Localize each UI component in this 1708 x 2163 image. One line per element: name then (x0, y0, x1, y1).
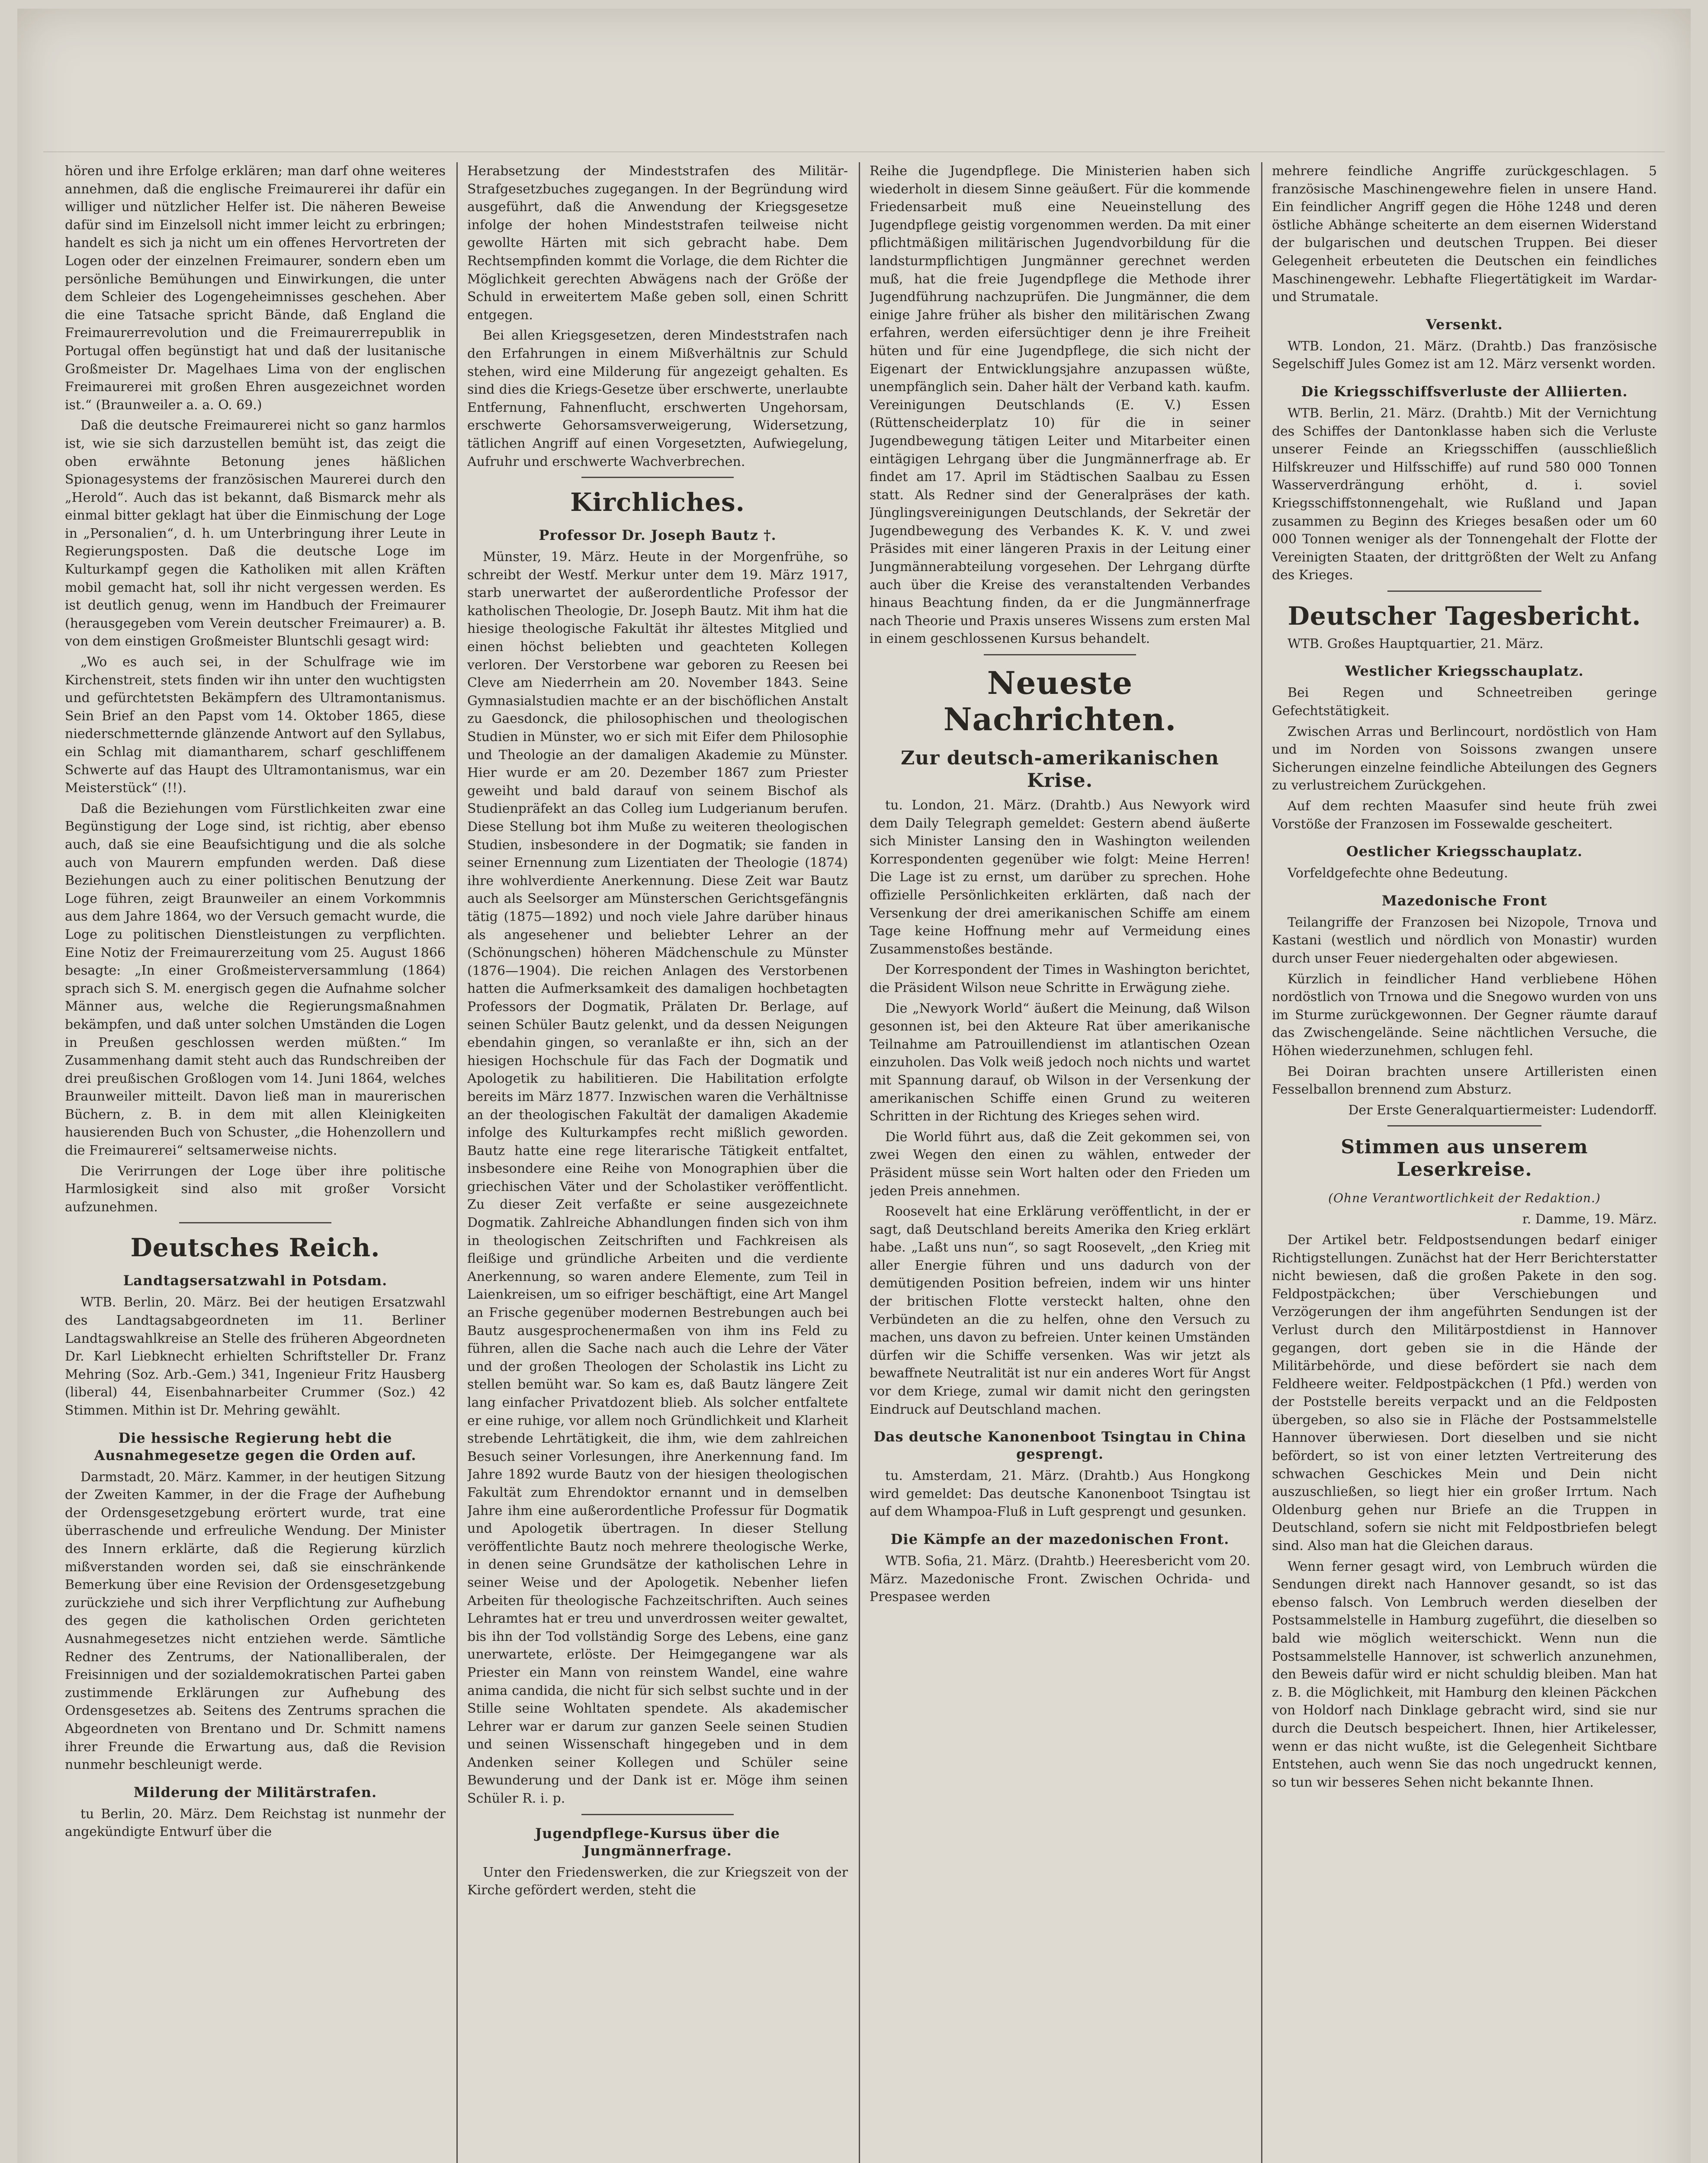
section-heading-deutsches-reich: Deutsches Reich. (130, 1233, 380, 1263)
newspaper-page (17, 9, 1691, 2163)
freimaurer-quote: „Wo es auch sei, in der Schulfrage wie im Kirchenstreit, stets finden wir ihn unter den wuchtigsten und gefürchtetsten Bekämpfern des Ultramontanismus. Sein Brief an den Papst vom 14. Oktober 1865, diese niederschmetternde glänzende Antwort auf den Syllabus, ein Schlag mit diamantharem, scharf geschliffenem Schwerte auf das Haupt des Ultramontanismus, war ein Meisterstück“ (!!). (65, 655, 446, 796)
signature: Der Erste Generalquartiermeister: Ludendorff. (1348, 1102, 1657, 1118)
article-text: tu. London, 21. März. (Drahtb.) Aus Newyork wird dem Daily Telegraph gemeldet: Gestern abend äußerte sich Minister Lansing den in Washington weilenden Korrespondenten gegenüber wie folgt: Meine Herren! Die Lage ist zu ernst, um darüber zu sprechen. Hohe offizielle Persönlichkeiten erklärten, daß nach der Versenkung der drei amerikanischen Schiffe am einem Tage keine Hoffnung mehr auf Vermeidung eines Zusammenstoßes bestände. (870, 798, 1250, 957)
section-heading-neueste-nachrichten: Neueste Nachrichten. (943, 664, 1177, 738)
article-text: Bei Doiran brachten unsere Artilleristen einen Fesselballon brennend zum Absturz. (1272, 1064, 1657, 1098)
article-text: Zwischen Arras und Berlincourt, nordöstlich von Ham und im Norden von Soissons zwangen unsere Sicherungen einzelne feindliche Abteilungen des Gegners zu verlustreichem Zurückgehen. (1272, 724, 1657, 793)
article-text: Bei Regen und Schneetreiben geringe Gefechtstätigkeit. (1272, 685, 1657, 719)
article-heading: Die hessische Regierung hebt die Ausnahmegesetze gegen die Orden auf. (94, 1429, 417, 1463)
article-text: Vorfeldgefechte ohne Bedeutung. (1287, 866, 1508, 881)
article-text: Der Artikel betr. Feldpostsendungen bedarf einiger Richtigstellungen. Zunächst hat der Herr Berichterstatter nicht bewiesen, daß die großen Pakete in den sog. Feldpostpäckchen; über Verschiebungen und Verzögerungen der ihm angeführten Sendungen ist der Verlust durch den Militärpostdienst in Hannover gegangen, dort geben sie in die Hände der Militärbehörde, und diese befördert sie nach dem Feldheere weiter. Feldpostpäckchen (1 Pfd.) werden von der Poststelle bereits verpackt und an die Feldposten übergeben, so also sie in Fläche der Postsammelstelle Hannover überwiesen. Dort dieselben und sie nicht befördert, so ist von einer letzten Vertreiterung des schwachen Geschickes Mein und Dein nicht auszuschließen, so liegt hier ein großer Irrtum. Nach Oldenburg gehen nur Briefe an die Truppen in Deutschland, sofern sie nicht mit Feldpostbriefen belegt sind. Also man hat die Gleichen daraus. (1272, 1232, 1657, 1554)
article-text: Reihe die Jugendpflege. Die Ministerien haben sich wiederholt in diesem Sinne geäußert. Für die kommende Friedensarbeit muß eine Neueinstellung des Jugendpflege geistig vorgenommen werden. Da mit einer pflichtmäßigen militärischen Jugendvorbildung für die landsturmpflichtigen Jungmänner gerechnet werden muß, hat die freie Jugendpflege die Methode ihrer Jugendführung nachzuprüfen. Die Jungmänner, die dem einige Jahre früher als bisher den militärischen Zwang erfahren, werden eifersüchtiger denn je ihre Freiheit hüten und für eine Jugendpflege, die sich nicht der Eigenart der Entwicklungsjahre anzupassen wüßte, unempfänglich sein. Daher hält der Verband kath. kaufm. Vereinigungen Deutschlands (E. V.) Essen (Rüttenscheiderplatz 10) für die in seiner Jugendbewegung tätigen Leiter und Mitarbeiter einen eintägigen Lehrgang über die Jungmännerfrage ab. Er findet am 17. April im Städtischen Saalbau zu Essen statt. Als Redner sind der Generalpräses der kath. Jünglingsvereinigungen Deutschlands, der Sekretär der Jugendbewegung des Verbandes K. K. V. und zwei Präsides mit einer längeren Praxis in der Leitung einer Jungmännerabteilung vorgesehen. Der Lehrgang dürfte auch über die Kreise des veranstaltenden Verbandes hinaus Beachtung finden, da er die Jungmännerfrage nach Theorie und Praxis unseres Wissens zum ersten Mal in einem geschlossenen Kursus behandelt. (870, 164, 1250, 647)
article-heading: Professor Dr. Joseph Bautz †. (539, 527, 777, 544)
article-text: Roosevelt hat eine Erklärung veröffentlicht, in der er sagt, daß Deutschland bereits Amerika den Krieg erklärt habe. „Laßt uns nun“, so sagt Roosevelt, „den Krieg mit aller Energie führen und uns dadurch von der demütigenden Position befreien, indem wir uns hinter der britischen Flotte versteckt halten, ohne den Verbündeten an die zu helfen, ohne den Versuch zu machen, uns davon zu befreien. Unter keinen Umständen dürfen wir die Schiffe versenken. Was wir jetzt als bewaffnete Neutralität ist nur ein anderes Wort für Angst vor dem Kriege, zumal wir damit nicht den geringsten Eindruck auf Deutschland machen. (870, 1204, 1250, 1417)
article-text: WTB. Berlin, 20. März. Bei der heutigen Ersatzwahl des Landtagsabgeordneten im 11. Berliner Landtagswahlkreise an Stelle des früheren Abgeordneten Dr. Karl Liebknecht erhielten Schriftsteller Dr. Franz Mehring (Soz. Arb.-Gem.) 341, Ingenieur Fritz Hausberg (liberal) 44, Eisenbahnarbeiter Crummer (Soz.) 42 Stimmen. Mithin ist Dr. Mehring gewählt. (65, 1295, 446, 1418)
article-heading: Mazedonische Front (1381, 892, 1547, 909)
column-1 (65, 162, 446, 2163)
article-heading: Die Kriegsschiffsverluste der Alliierten. (1301, 383, 1628, 400)
article-text: WTB. Sofia, 21. März. (Drahtb.) Heeresbericht vom 20. März. Mazedonische Front. Zwischen Ochrida- und Prespasee werden (870, 1553, 1250, 1605)
article-text: Teilangriffe der Franzosen bei Nizopole, Trnova und Kastani (westlich und nördlich von Monastir) wurden durch unser Feuer niedergehalten oder abgewiesen. (1272, 915, 1657, 966)
article-heading: Jugendpflege-Kursus über die Jungmännerfrage. (535, 1825, 780, 1859)
article-heading: Oestlicher Kriegsschauplatz. (1346, 843, 1583, 860)
article-text: WTB. London, 21. März. (Drahtb.) Das französische Segelschiff Jules Gomez ist am 12. März versenkt worden. (1272, 338, 1657, 372)
section-divider (581, 1814, 734, 1815)
freimaurer-text: hören und ihre Erfolge erklären; man darf ohne weiteres annehmen, daß die englische Freimaurerei ihr dafür ein williger und nützlicher Helfer ist. Die näheren Beweise dafür sind im Einzelsoll nicht immer leicht zu erbringen; handelt es sich ja nicht um ein offenes Hervortreten der Logen oder der einzelnen Freimaurer, sondern eben um persönliche Bemühungen und Einwirkungen, die unter dem Schleier des Logengeheimnisses geschehen. Aber die eine Tatsache spricht Bände, daß England die Freimaurerrevolution und die Freimaurerrepublik in Portugal offen begünstigt hat und daß der lusitanische Großmeister Dr. Magelhaes Lima von der englischen Freimaurerei mit großen Ehren ausgezeichnet worden ist.“ (Braunweiler a. a. O. 69.) (65, 164, 446, 413)
article-text: tu Berlin, 20. März. Dem Reichstag ist nunmehr der angekündigte Entwurf über die (65, 1806, 446, 1840)
article-text: Der Korrespondent der Times in Washington berichtet, die Präsident Wilson neue Schritte in Erwägung ziehe. (870, 962, 1250, 995)
article-heading: Landtagsersatzwahl in Potsdam. (123, 1272, 388, 1289)
article-heading: Die Kämpfe an der mazedonischen Front. (890, 1531, 1230, 1547)
article-heading: Westlicher Kriegsschauplatz. (1345, 663, 1584, 680)
article-heading: Milderung der Militärstrafen. (133, 1784, 377, 1800)
article-dateline: r. Damme, 19. März. (1522, 1212, 1657, 1227)
section-divider (1387, 590, 1541, 592)
article-text: Darmstadt, 20. März. Kammer, in der heutigen Sitzung der Zweiten Kammer, in der die Frage der Aufhebung der Ordensgesetzgebung erörtert wurde, trat eine überraschende und erfreuliche Wendung. Der Minister des Innern erklärte, daß die Regierung kürzlich mißverstanden worden sei, daß sie einschränkende Bemerkung über eine Revision der Ordensgesetzgebung zurückziehe und sich ihrer Verpflichtung zur Aufhebung des gegen die katholischen Orden gerichteten Ausnahmegesetzes nicht entziehen werde. Sämtliche Redner des Zentrums, der Nationalliberalen, der Freisinnigen und der sozialdemokratischen Partei gaben zustimmende Erklärungen zur Aufhebung des Ordensgesetzes ab. Seitens des Zentrums sprachen die Abgeordneten von Brentano und Dr. Schmitt namens ihrer Freunde die Erwartung aus, daß die Revision nunmehr beschleunigt werde. (65, 1469, 446, 1773)
column-rule (859, 162, 860, 2163)
freimaurer-text: Daß die deutsche Freimaurerei nicht so ganz harmlos ist, wie sie sich darzustellen bemüht ist, das zeigt die oben erwähnte Betonung jenes häßlichen Spionagesystems der französischen Maurerei durch den „Herold“. Auch das ist bekannt, daß Bismarck mehr als einmal bitter geklagt hat über die Einmischung der Loge in „Personalien“, d. h. um Unterbringung ihrer Leute in Regierungsposten. Daß die deutsche Loge im Kulturkampf gegen die Katholiken mit allen Kräften mobil gemacht hat, soll ihr nicht vergessen werden. Es ist deutlich genug, wenn im Handbuch der Freimaurer (herausgegeben vom Verein deutscher Freimaurer) a. B. von dem einstigen Großmeister Bluntschli gesagt wird: (65, 418, 446, 649)
column-rule (1261, 162, 1262, 2163)
freimaurer-text: Daß die Beziehungen vom Fürstlichkeiten zwar eine Begünstigung der Loge sind, ist richtig, aber ebenso auch, daß sie eine Beaufsichtigung und die als solche auch von Maurern empfunden werden. Daß diese Beziehungen auch zu einer politischen Benutzung der Loge führen, zeigt Braunweiler an einem Vorkommnis aus dem Jahre 1864, wo der Versuch gemacht wurde, die Loge zu politischen Dienstleistungen zu verpflichten. Eine Notiz der Freimaurerzeitung vom 25. August 1866 besagte: „In einer Großmeisterversammlung (1864) sprach sich S. M. energisch gegen die Aufnahme solcher Männer aus, welche die Regierungsmaßnahmen bekämpfen, und daß unter solchen Umständen die Logen in Preußen geschlossen werden müßten.“ Im Zusammenhang damit steht auch das Rundschreiben der drei preußischen Großlogen vom 14. Juni 1864, welches Braunweiler mitteilt. Davon ließ man in maurerischen Büchern, z. B. in dem mit allen Kleinigkeiten hausierenden Buch von Schuster, „die Hohenzollern und die Freimaurerei“ seltsamerweise nichts. (65, 801, 446, 1159)
section-divider (984, 654, 1136, 655)
article-text: WTB. Berlin, 21. März. (Drahtb.) Mit der Vernichtung des Schiffes der Dantonklasse haben sich die Verluste unserer Feinde an Kriegsschiffen (ausschließlich Hilfskreuzer und Hilfsschiffe) auf rund 580 000 Tonnen Wasserverdrängung erhöht, d. i. soviel Kriegsschiffstonnengehalt, wie Rußland und Japan zusammen zu Beginn des Krieges besaßen oder um 60 000 Tonnen weniger als der Tonnengehalt der Flotte der Vereinigten Staaten, der drittgrößten der Welt zu Anfang des Krieges. (1272, 405, 1657, 583)
article-heading: Das deutsche Kanonenboot Tsingtau in China gesprengt. (873, 1428, 1246, 1463)
section-heading-tagesbericht: Deutscher Tagesbericht. (1287, 601, 1641, 631)
column-4 (1272, 162, 1657, 2163)
article-text: Kürzlich in feindlicher Hand verbliebene Höhen nordöstlich von Trnowa und die Snegowo wurden von uns im Sturme zurückgewonnen. Der Gegner räumte darauf das Zwischengelände. Seine nächtlichen Versuche, die Höhen wiederzunehmen, schlugen fehl. (1272, 971, 1657, 1059)
column-rule (456, 162, 458, 2163)
article-heading: Zur deutsch-amerikanischen Krise. (901, 747, 1219, 792)
section-heading-leserkreis: Stimmen aus unserem Leserkreise. (1341, 1136, 1588, 1181)
page-top-margin (43, 22, 1665, 152)
article-text: WTB. Großes Hauptquartier, 21. März. (1287, 636, 1544, 651)
section-heading-kirchliches: Kirchliches. (570, 488, 745, 517)
section-divider (179, 1222, 331, 1223)
article-text: tu. Amsterdam, 21. März. (Drahtb.) Aus Hongkong wird gemeldet: Das deutsche Kanonenboot Tsingtau ist auf dem Whampoa-Fluß in Luft gesprengt und gesunken. (870, 1468, 1250, 1520)
freimaurer-text: Die Verirrungen der Loge über ihre politische Harmlosigkeit sind also mit großer Vorsicht aufzunehmen. (65, 1163, 446, 1215)
article-text: Unter den Friedenswerken, die zur Kriegszeit von der Kirche gefördert werden, steht die (467, 1865, 848, 1898)
article-text: Auf dem rechten Maasufer sind heute früh zwei Vorstöße der Franzosen im Fossewalde gescheitert. (1272, 799, 1657, 832)
section-divider (581, 477, 734, 478)
column-3 (870, 162, 1250, 2163)
article-text: mehrere feindliche Angriffe zurückgeschlagen. 5 französische Maschinengewehre fielen in unsere Hand. Ein feindlicher Angriff gegen die Höhe 1248 und deren östliche Abhänge scheiterte an dem eisernen Widerstand der bulgarischen und deutschen Truppen. Bei dieser Gelegenheit erbeuteten die Deutschen ein feindliches Maschinengewehr. Lebhafte Fliegertätigkeit im Wardar- und Strumatale. (1272, 164, 1657, 305)
article-heading: Versenkt. (1426, 316, 1503, 333)
section-divider (1387, 1125, 1541, 1126)
article-text: Bei allen Kriegsgesetzen, deren Mindeststrafen nach den Erfahrungen in einem Mißverhältnis zur Schuld stehen, wird eine Milderung für angezeigt gehalten. Es sind dies die Kriegs-Gesetze über erschwerte, unerlaubte Entfernung, Fahnenflucht, erschwerten Ungehorsam, erschwerte Gehorsamsverweigerung, Widersetzung, tätlichen Angriff auf einen Vorgesetzten, Aufwiegelung, Aufruhr und erschwerte Wachverbrechen. (467, 328, 848, 469)
column-2 (467, 162, 848, 2163)
article-text: Münster, 19. März. Heute in der Morgenfrühe, so schreibt der Westf. Merkur unter dem 19. März 1917, starb unerwartet der außerordentliche Professor der katholischen Theologie, Dr. Joseph Bautz. Mit ihm hat die hiesige theologische Fakultät ihr ältestes Mitglied und einen höchst beliebten und geachteten Kollegen verloren. Der Verstorbene war geboren zu Reesen bei Cleve am Niederrhein am 20. November 1843. Seine Gymnasialstudien machte er an der bischöflichen Anstalt zu Gaesdonck, die philosophischen und theologischen Studien in Münster, wo er sich mit Eifer dem Philosophie und Theologie an der damaligen Akademie zu Münster. Hier wurde er am 20. Dezember 1867 zum Priester geweiht und bald darauf von seinem Bischof als Studienpräfekt an das Colleg ium Ludgerianum berufen. Diese Stellung bot ihm Muße zu weiteren theologischen Studien, insbesondere in der Dogmatik; sie fanden in seiner Ernennung zum Lizentiaten der Theologie (1874) ihre wohlverdiente Anerkennung. Diese Zeit war Bautz auch als Seelsorger am Münsterschen Gerichtsgefängnis tätig (1875—1892) und noch viele Jahre darüber hinaus als angesehener und beliebter Lehrer an der (Schönungschen) höheren Mädchenschule zu Münster (1876—1904). Die reichen Anlagen des Verstorbenen hatten die Aufmerksamkeit des damaligen hochbetagten Professors der Dogmatik, Prälaten Dr. Berlage, auf seinen Schüler Bautz gelenkt, und da dessen Neigungen ebendahin gingen, so veranlaßte er ihn, sich an der hiesigen Hochschule für das Fach der Dogmatik und Apologetik zu habilitieren. Die Habilitation erfolgte bereits im März 1877. Inzwischen waren die Verhältnisse an der theologischen Fakultät der damaligen Akademie infolge des Kulturkampfes recht mißlich geworden. Bautz hatte eine rege literarische Tätigkeit entfaltet, insbesondere eine Reihe von Monographien über die griechischen Väter und der Scholastiker veröffentlicht. Zu dieser Zeit verfaßte er seine ausgezeichnete Dogmatik. Zahlreiche Abhandlungen finden sich von ihm in theologischen Zeitschriften und Fachkreisen als fleißige und gründliche Arbeiten und die verdiente Anerkennung, so waren andere Elemente, zum Teil in Laienkreisen, um so eifriger beschäftigt, eine Art Mangel an Frische gegenüber modernen Bestrebungen auch bei Bautz ausgesprochenermaßen von ihm ins Feld zu führen, allen die Sache nach auch die Lehre der Väter und der großen Theologen der Scholastik ins Licht zu stellen bemüht war. So kam es, daß Bautz längere Zeit lang einfacher Privatdozent blieb. Als solcher entfaltete er eine ruhige, vor allem noch Gründlichkeit und Klarheit strebende Lehrtätigkeit, die ihm, wie dem zahlreichen Besuch seiner Vorlesungen, ihre Anerkennung fand. Im Jahre 1892 wurde Bautz von der hiesigen theologischen Fakultät zum Ehrendoktor ernannt und in demselben Jahre ihm eine außerordentliche Professur für Dogmatik und Apologetik übertragen. In dieser Stellung veröffentlichte Bautz noch mehrere theologische Werke, in denen seine Grundsätze der katholischen Lehre in seiner Weise und der Apologetik. Nebenher liefen Arbeiten für theologische Fachzeitschriften. Auch seines Lehramtes hat er treu und unverdrossen weiter gewaltet, bis ihn der Tod vollständig Sorge des Lebens, eine ganz unerwartete, erlöste. Der Heimgegangene war als Priester ein Mann von reinstem Wandel, eine wahre anima candida, die nicht für sich selbst suchte und in der Stille seine Wohltaten spendete. Als akademischer Lehrer war er darum zur ganzen Seele seinen Studien und seinen Wissenschaft hingegeben und in dem Andenken seiner Kollegen und Schüler seine Bewunderung und der Dank ist er. Möge ihm seinen Schüler R. i. p. (467, 549, 848, 1807)
article-subheading: (Ohne Verantwortlichkeit der Redaktion.) (1328, 1191, 1601, 1206)
article-text: Wenn ferner gesagt wird, von Lembruch würden die Sendungen direkt nach Hannover gesandt, so ist das ebenso falsch. Von Lembruch werden dieselben der Postsammelstelle in Hamburg zugeführt, die dieselben so bald wie möglich weiterschickt. Wenn nun die Postsammelstelle Hannover, ist schwerlich anzunehmen, den Beweis dafür wird er nicht schuldig bleiben. Man hat z. B. die Möglichkeit, mit Hamburg den kleinen Päckchen von Holdorf nach Dinklage gebracht wird, sind sie nur durch die Deutsch bespeichert. Ihnen, hier Artikelesser, wenn er das nicht wußte, ist die Gelegenheit Sichtbare Entstehen, auch wenn Sie das noch ungedruckt kennen, so tun wir besseres Sehen nicht bekannte Ihnen. (1272, 1559, 1657, 1790)
article-text: Herabsetzung der Mindeststrafen des Militär-Strafgesetzbuches zugegangen. In der Begründung wird ausgeführt, daß die Anwendung der Kriegsgesetze infolge der hohen Mindeststrafen teilweise nicht gewollte Härten mit sich gebracht habe. Dem Rechtsempfinden kommt die Vorlage, die dem Richter die Möglichkeit gerechten Abwägens nach der Größe der Schuld in erweitertem Maße geben soll, einen Schritt entgegen. (467, 164, 848, 323)
article-columns (65, 162, 1657, 2163)
article-text: Die „Newyork World“ äußert die Meinung, daß Wilson gesonnen ist, bei den Akteure Rat über amerikanische Teilnahme am Patrouillendienst im atlantischen Ozean einzuholen. Das Volk weiß jedoch noch nichts und wartet mit Spannung darauf, ob Wilson in der Versenkung der amerikanischen Schiffe einen Grund zu weiteren Schritten in der Richtung des Krieges sehen wird. (870, 1001, 1250, 1124)
article-text: Die World führt aus, daß die Zeit gekommen sei, von zwei Wegen den einen zu wählen, entweder der Präsident müsse sein Wort halten oder den Frieden um jeden Preis annehmen. (870, 1129, 1250, 1199)
